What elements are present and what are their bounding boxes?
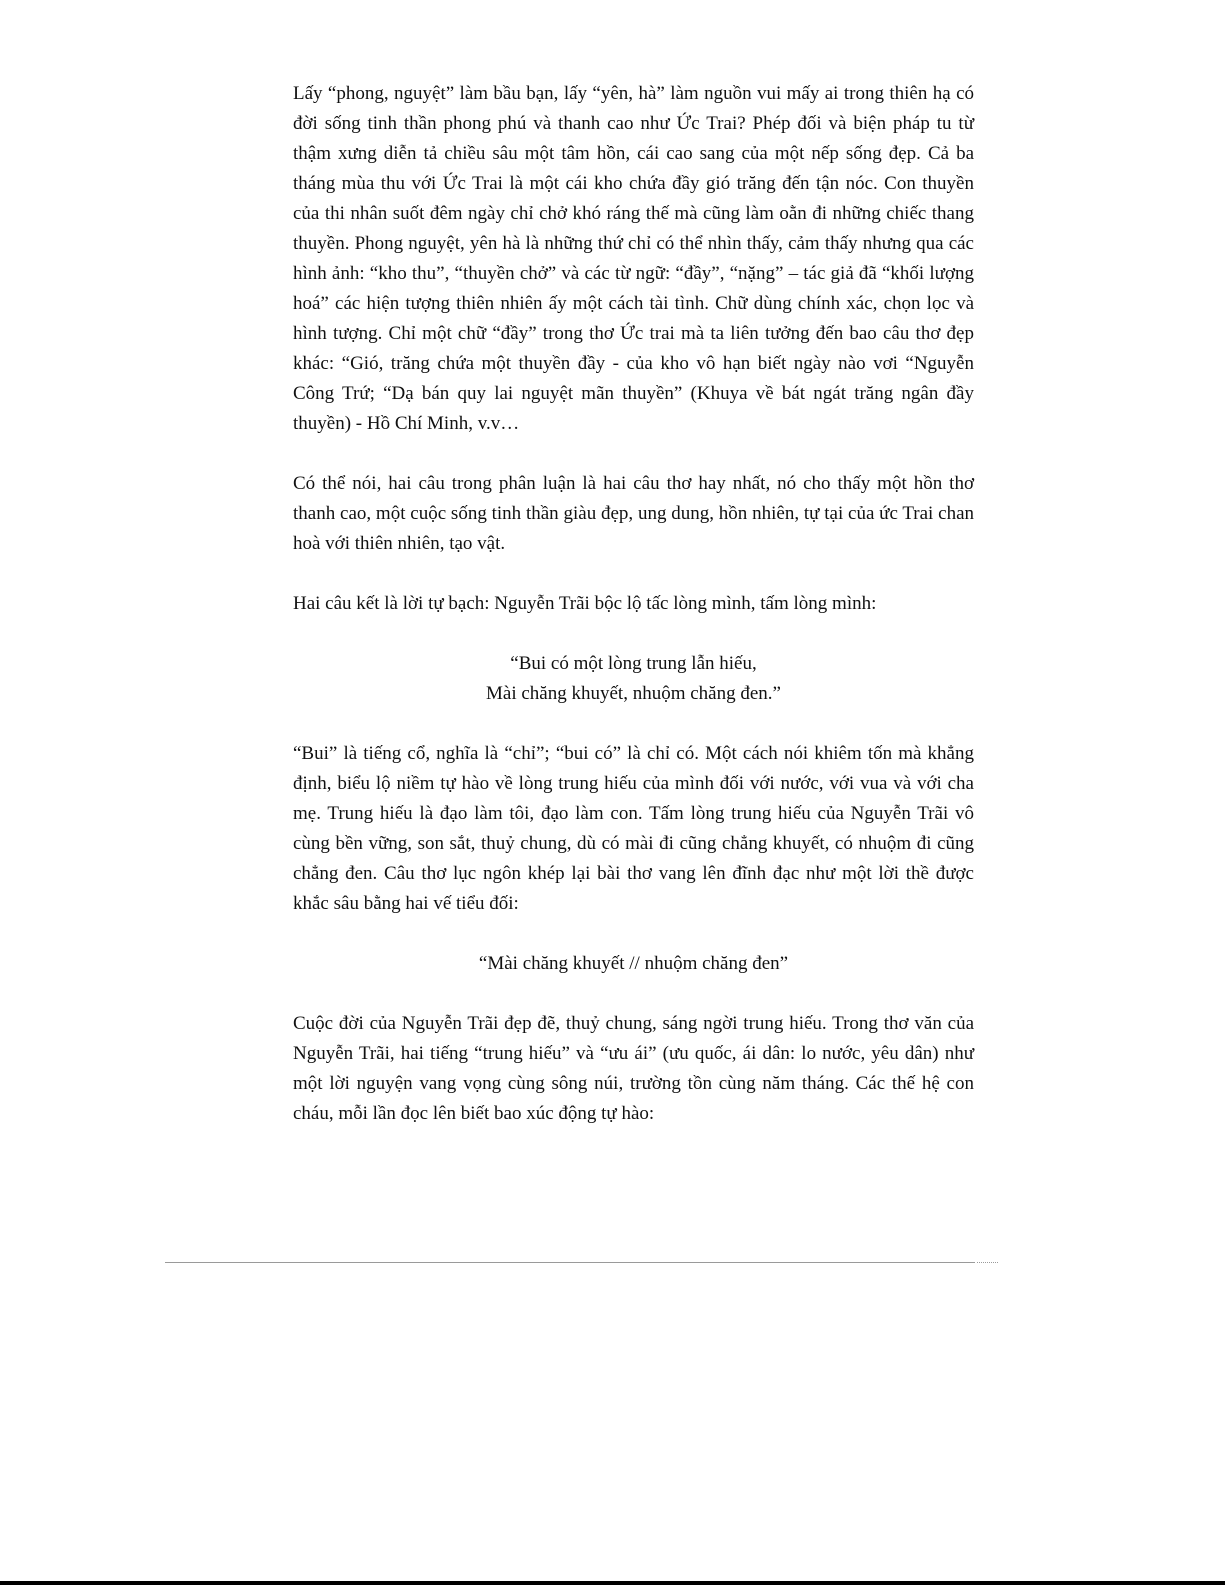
poem-quote bbox=[293, 649, 974, 709]
document-body bbox=[293, 79, 974, 1159]
paragraph-4: “Bui” là tiếng cổ, nghĩa là “chỉ”; “bui có” là chỉ có. Một cách nói khiêm tốn mà khẳng định, biểu lộ niềm tự hào về lòng trung hiếu của mình đối với nước, với vua và với cha mẹ. Trung hiếu là đạo làm tôi, đạo làm con. Tấm lòng trung hiếu của Nguyễn Trãi vô cùng bền vững, son sắt, thuỷ chung, dù có mài đi cũng chẳng khuyết, có nhuộm đi cũng chẳng đen. Câu thơ lục ngôn khép lại bài thơ vang lên đĩnh đạc như một lời thề được khắc sâu bằng hai vế tiểu đối: bbox=[293, 743, 974, 914]
page-bottom-divider bbox=[165, 1262, 999, 1263]
page-divider-tail bbox=[975, 1262, 999, 1263]
paragraph-3: Hai câu kết là lời tự bạch: Nguyễn Trãi bộc lộ tấc lòng mình, tấm lòng mình: bbox=[293, 593, 877, 614]
verse-quote: “Mài chăng khuyết // nhuộm chăng đen” bbox=[478, 953, 789, 974]
paragraph-1: Lấy “phong, nguyệt” làm bầu bạn, lấy “yên, hà” làm nguồn vui mấy ai trong thiên hạ có đời sống tinh thần phong phú và thanh cao như Ức Trai? Phép đối và biện pháp tu từ thậm xưng diễn tả chiều sâu một tâm hồn, cái cao sang của một nếp sống đẹp. Cả ba tháng mùa thu với Ức Trai là một cái kho chứa đầy gió trăng đến tận nóc. Con thuyền của thi nhân suốt đêm ngày chỉ chở khó ráng thế mà cũng làm oằn đi những chiếc thang thuyền. Phong nguyệt, yên hà là những thứ chỉ có thể nhìn thấy, cảm thấy nhưng qua các hình ảnh: “kho thu”, “thuyền chở” và các từ ngữ: “đầy”, “nặng” – tác giả đã “khối lượng hoá” các hiện tượng thiên nhiên ấy một cách tài tình. Chữ dùng chính xác, chọn lọc và hình tượng. Chỉ một chữ “đầy” trong thơ Ức trai mà ta liên tưởng đến bao câu thơ đẹp khác: “Gió, trăng chứa một thuyền đầy - của kho vô hạn biết ngày nào vơi “Nguyễn Công Trứ; “Dạ bán quy lai nguyệt mãn thuyền” (Khuya về bát ngát trăng ngân đầy thuyền) - Hồ Chí Minh, v.v… bbox=[293, 83, 974, 434]
poem-line-2: Mài chăng khuyết, nhuộm chăng đen.” bbox=[486, 683, 781, 704]
page-bottom-edge bbox=[0, 1581, 1225, 1585]
paragraph-5: Cuộc đời của Nguyễn Trãi đẹp đẽ, thuỷ chung, sáng ngời trung hiếu. Trong thơ văn của Nguyễn Trãi, hai tiếng “trung hiếu” và “ưu ái” (ưu quốc, ái dân: lo nước, yêu dân) như một lời nguyện vang vọng cùng sông núi, trường tồn cùng năm tháng. Các thế hệ con cháu, mỗi lần đọc lên biết bao xúc động tự hào: bbox=[293, 1013, 974, 1124]
poem-line-1: “Bui có một lòng trung lẫn hiếu, bbox=[510, 653, 757, 674]
paragraph-2: Có thể nói, hai câu trong phân luận là hai câu thơ hay nhất, nó cho thấy một hồn thơ thanh cao, một cuộc sống tinh thần giàu đẹp, ung dung, hồn nhiên, tự tại của ức Trai chan hoà với thiên nhiên, tạo vật. bbox=[293, 473, 974, 554]
